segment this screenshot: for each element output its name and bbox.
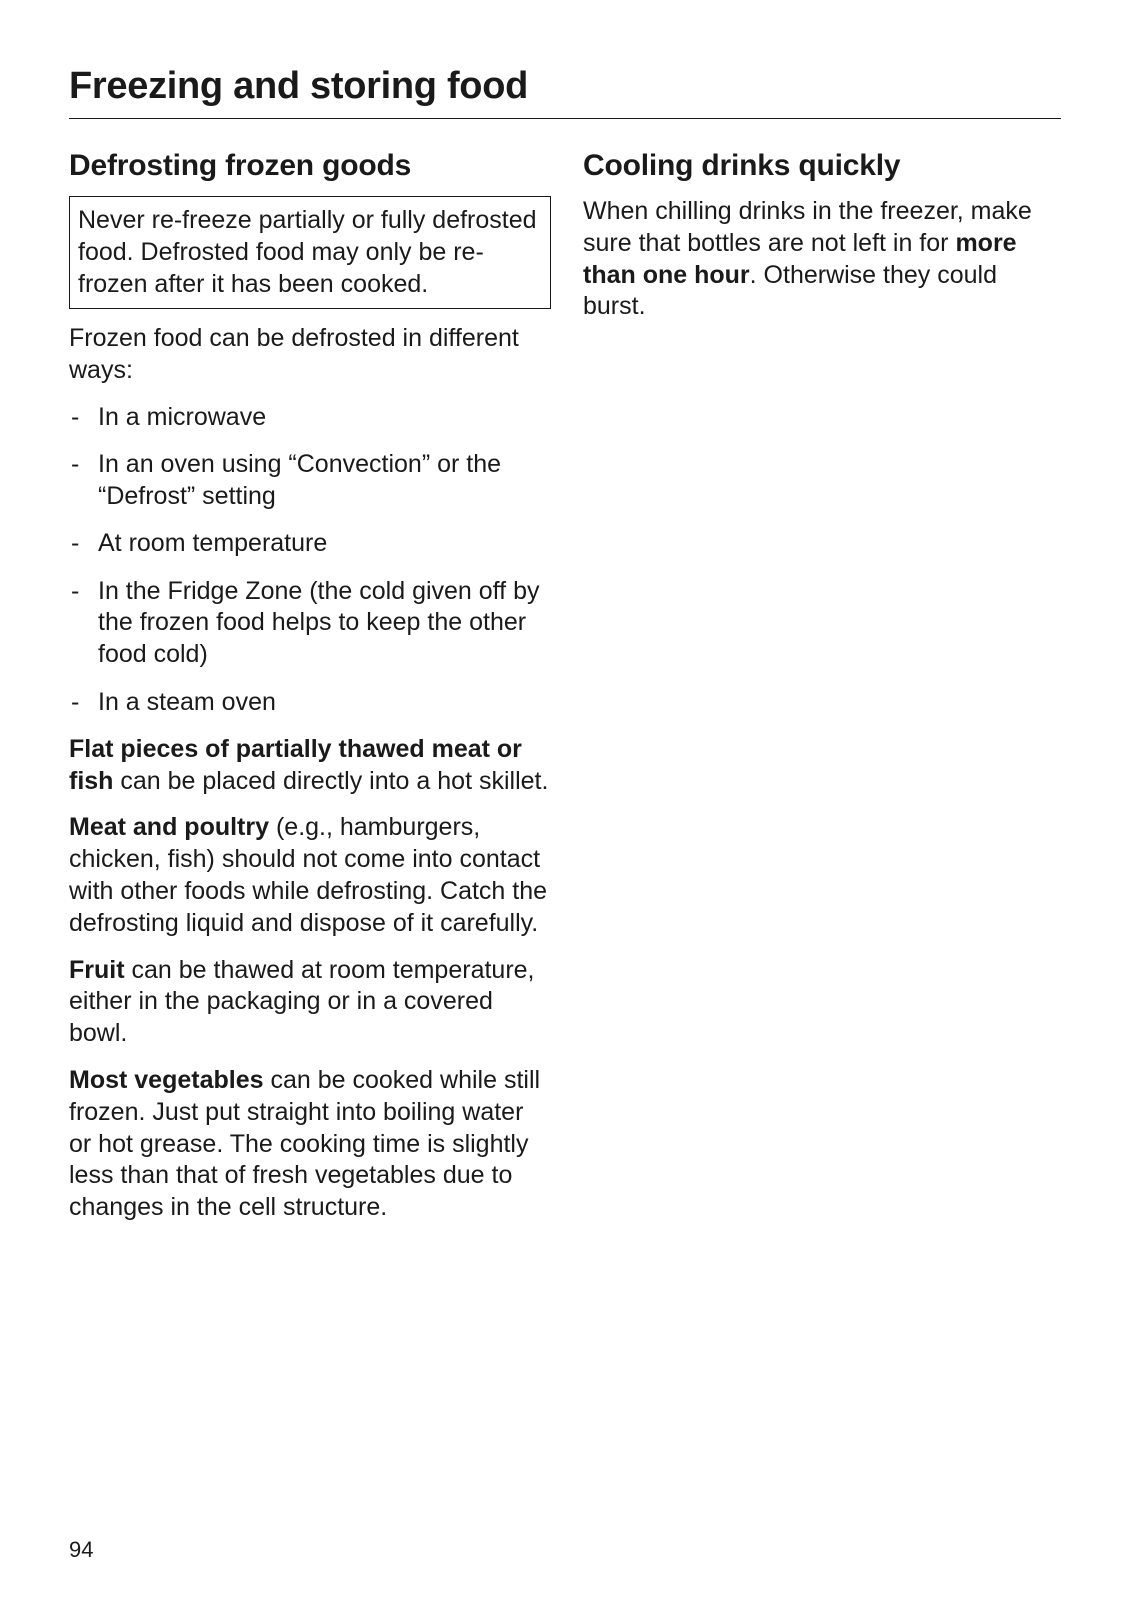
list-item-text: In a steam oven [98,687,276,716]
warning-text: Never re-freeze partially or fully defrosted food. Defrosted food may only be re-frozen after it has been cooked. [78,206,537,298]
left-column [69,140,551,1239]
right-column [583,140,1061,338]
fruit-paragraph [69,955,551,1050]
paragraph-lead: Flat pieces of partially thawed meat or fish [69,734,522,795]
dash-bullet: - [71,529,80,558]
paragraph-lead: Most vegetables [69,1066,264,1095]
list-item-text: In an oven using “Convection” or the “Defrost” setting [98,450,502,511]
page-number: 94 [69,1537,94,1562]
list-item [69,687,551,719]
list-item-text: In a microwave [98,402,267,431]
warning-box [69,196,551,309]
list-item-text: In the Fridge Zone (the cold given off by the frozen food helps to keep the other food cold) [98,576,540,669]
cooling-drinks-paragraph [583,196,1061,323]
paragraph-text: can be thawed at room temperature, either in the packaging or in a covered bowl. [69,955,535,1048]
paragraph-text: can be placed directly into a hot skillet. [113,766,549,795]
paragraph-lead: Meat and poultry [69,813,270,842]
dash-bullet: - [71,450,80,479]
meat-fish-paragraph [69,734,551,798]
cooling-drinks-heading: Cooling drinks quickly [583,149,901,182]
list-item [69,528,551,560]
defrost-intro: Frozen food can be defrosted in different ways: [69,324,519,385]
list-item [69,449,551,513]
title-divider [69,118,1061,119]
paragraph-text: (e.g., hamburgers, chicken, fish) should not come into contact with other foods while defrosting. Catch the defrosting liquid and dispose of it carefully. [69,813,548,937]
poultry-paragraph [69,812,551,939]
paragraph-text: . Otherwise they could burst. [583,260,997,321]
paragraph-text: When chilling drinks in the freezer, make sure that bottles are not left in for [583,197,1032,257]
list-item [69,576,551,671]
emphasis-text: more than one hour [583,228,1017,289]
list-item-text: At room temperature [98,529,328,558]
paragraph-lead: Fruit [69,955,125,984]
defrost-methods-list [69,402,551,718]
paragraph-text: can be cooked while still frozen. Just put straight into boiling water or hot grease. The cooking time is slightly less than that of fresh vegetables due to changes in the cell structure. [69,1066,541,1222]
dash-bullet: - [71,576,80,605]
page-title: Freezing and storing food [69,65,529,107]
dash-bullet: - [71,687,80,716]
dash-bullet: - [71,402,80,431]
defrosting-heading: Defrosting frozen goods [69,149,412,182]
vegetables-paragraph [69,1065,551,1224]
list-item [69,402,551,434]
